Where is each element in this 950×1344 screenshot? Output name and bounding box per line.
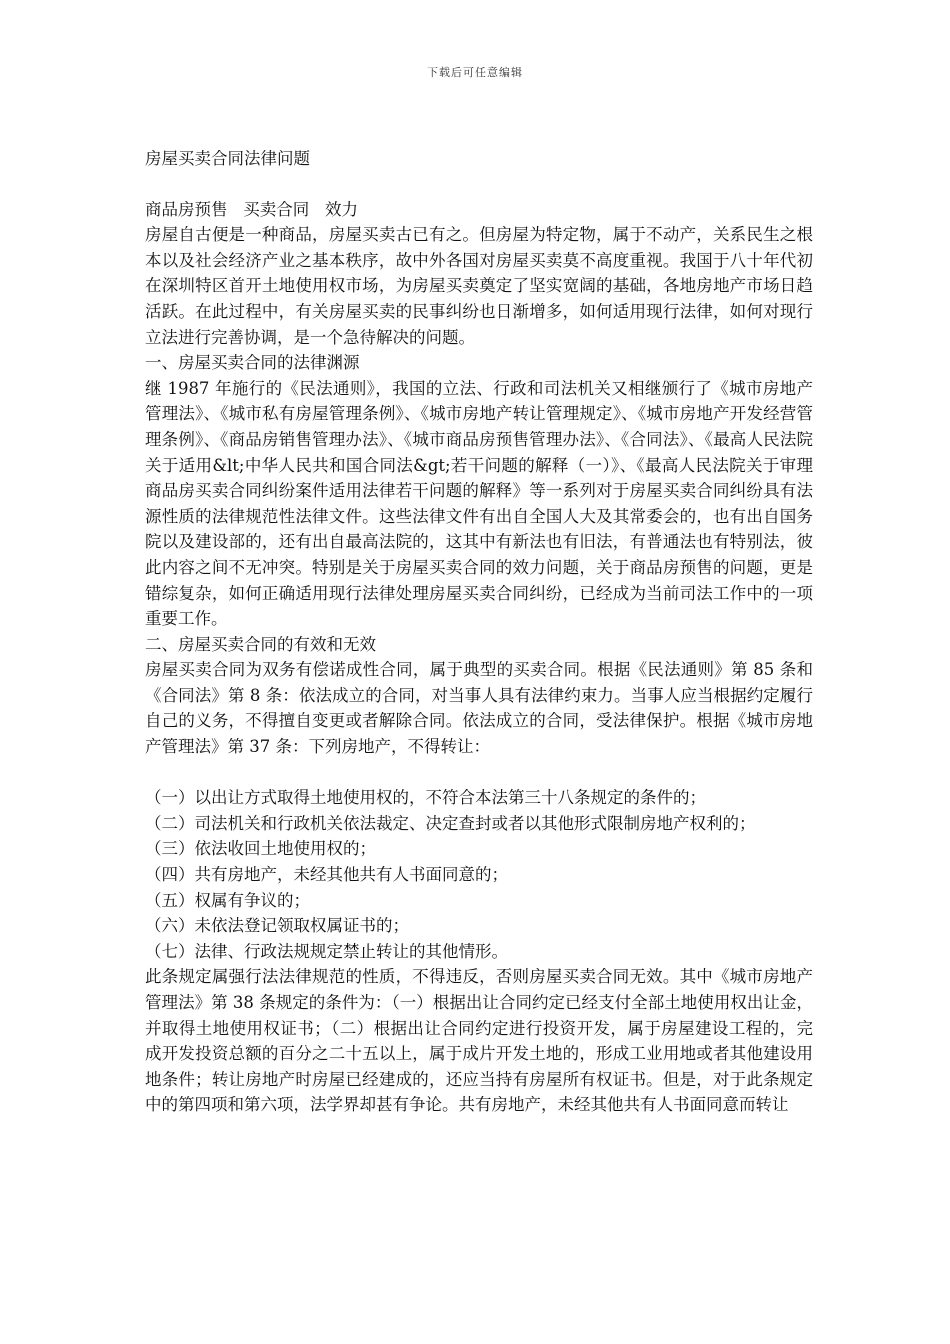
blank-line	[145, 760, 813, 786]
section-1-heading: 一、房屋买卖合同的法律渊源	[145, 353, 360, 373]
list-item: （六）未依法登记领取权属证书的；	[145, 916, 409, 936]
list-item: （二）司法机关和行政机关依法裁定、决定查封或者以其他形式限制房地产权利的；	[145, 813, 756, 833]
document-body	[145, 146, 813, 1118]
list-item: （五）权属有争议的；	[145, 890, 310, 910]
list-item: （七）法律、行政法规规定禁止转让的其他情形。	[145, 941, 508, 961]
page-header-note: 下载后可任意编辑	[427, 66, 523, 79]
document-title: 房屋买卖合同法律问题	[145, 149, 310, 168]
list-item: （三）依法收回土地使用权的；	[145, 839, 376, 859]
section-2-heading: 二、房屋买卖合同的有效和无效	[145, 634, 376, 654]
section-2-paragraph: 房屋买卖合同为双务有偿诺成性合同，属于典型的买卖合同。根据《民法通则》第 85 条和《合同法》第 8 条：依法成立的合同，对当事人具有法律约束力。当事人应当根据约定履行自己的义务，不得擅自变更或者解除合同。依法成立的合同，受法律保护。根据《城市房地产管理法》第 37 条：下列房地产，不得转让：	[145, 660, 813, 757]
list-item: （一）以出让方式取得土地使用权的，不符合本法第三十八条规定的条件的；	[145, 788, 706, 808]
closing-paragraph: 此条规定属强行法法律规范的性质，不得违反，否则房屋买卖合同无效。其中《城市房地产管理法》第 38 条规定的条件为：（一）根据出让合同约定已经支付全部土地使用权出让金，并取得土地使用权证书；（二）根据出让合同约定进行投资开发，属于房屋建设工程的，完成开发投资总额的百分之二十五以上，属于成片开发土地的，形成工业用地或者其他建设用地条件；转让房地产时房屋已经建成的，还应当持有房屋所有权证书。但是，对于此条规定中的第四项和第六项，法学界却甚有争论。共有房地产，未经其他共有人书面同意而转让	[145, 967, 813, 1115]
section-1-paragraph: 继 1987 年施行的《民法通则》，我国的立法、行政和司法机关又相继颁行了《城市房地产管理法》、《城市私有房屋管理条例》、《城市房地产转让管理规定》、《城市房地产开发经营管理条例》、《商品房销售管理办法》、《城市商品房预售管理办法》、《合同法》、《最高人民法院关于适用&lt;中华人民共和国合同法&gt;若干问题的解释（一）》、《最高人民法院关于审理商品房买卖合同纠纷案件适用法律若干问题的解释》等一系列对于房屋买卖合同纠纷具有法源性质的法律规范性法律文件。这些法律文件有出自全国人大及其常委会的，也有出自国务院以及建设部的，还有出自最高法院的，这其中有新法也有旧法，有普通法也有特别法，彼此内容之间不无冲突。特别是关于房屋买卖合同的效力问题，关于商品房预售的问题，更是错综复杂，如何正确适用现行法律处理房屋买卖合同纠纷，已经成为当前司法工作中的一项重要工作。	[145, 378, 813, 629]
list-item: （四）共有房地产，未经其他共有人书面同意的；	[145, 865, 508, 885]
keywords-line: 商品房预售 买卖合同 效力	[145, 199, 358, 219]
intro-paragraph: 房屋自古便是一种商品，房屋买卖古已有之。但房屋为特定物，属于不动产，关系民生之根本以及社会经济产业之基本秩序，故中外各国对房屋买卖莫不高度重视。我国于八十年代初在深圳特区首开土地使用权市场，为房屋买卖奠定了坚实宽阔的基础，各地房地产市场日趋活跃。在此过程中，有关房屋买卖的民事纠纷也日渐增多，如何适用现行法律，如何对现行立法进行完善协调，是一个急待解决的问题。	[145, 225, 813, 347]
